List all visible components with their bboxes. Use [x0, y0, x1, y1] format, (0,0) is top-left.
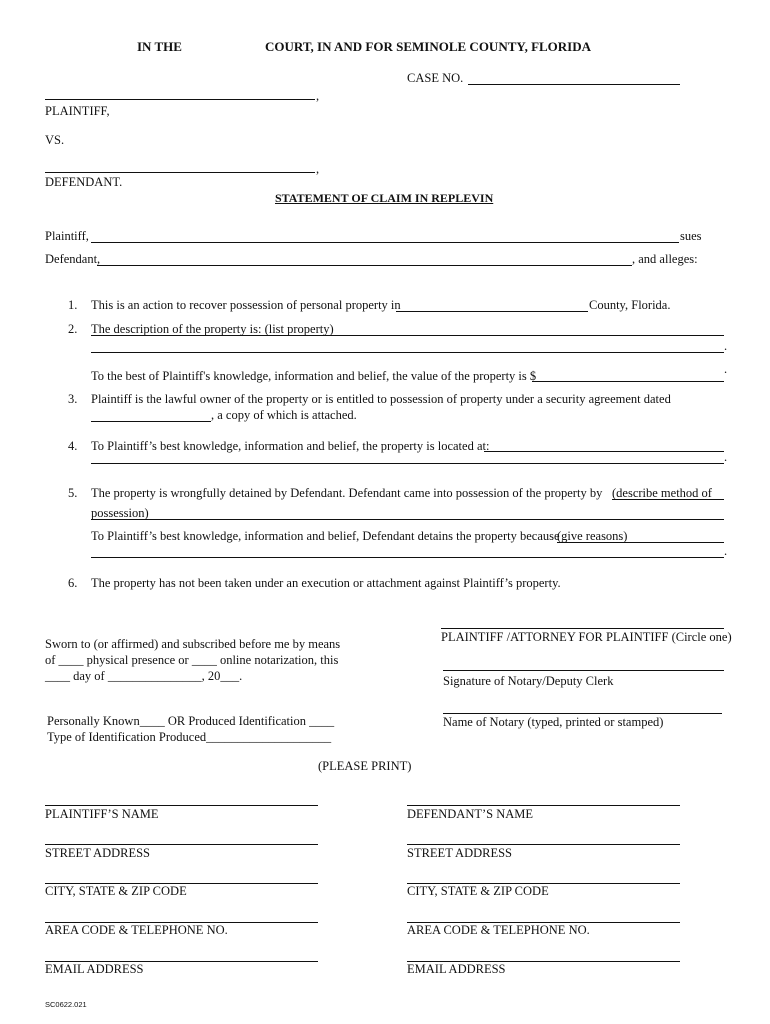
plaintiff-name-field[interactable] — [45, 99, 315, 100]
county-field[interactable] — [396, 311, 588, 312]
item-5-number: 5. — [68, 486, 78, 500]
defendant-email-label: EMAIL ADDRESS — [407, 962, 506, 976]
notary-name-line[interactable] — [443, 713, 722, 714]
item-4-dot: . — [724, 450, 728, 464]
item-2-dot: . — [724, 339, 728, 353]
intro-defendant: Defendant, — [45, 252, 101, 266]
defendant-street-line[interactable] — [407, 844, 680, 845]
plaintiff-name-line[interactable] — [45, 805, 318, 806]
notary-signature-line[interactable] — [443, 670, 724, 671]
defendant-name-label: DEFENDANT’S NAME — [407, 807, 534, 821]
item-2-value-text: To the best of Plaintiff's knowledge, information and belief, the value of the property is $ — [91, 369, 537, 383]
vs-label: VS. — [45, 133, 65, 147]
security-agreement-date-field[interactable] — [91, 421, 211, 422]
item-6-text: The property has not been taken under an execution or attachment against Plaintiff’s property. — [91, 576, 561, 590]
defendant-street-label: STREET ADDRESS — [407, 846, 512, 860]
method-field-line-2[interactable] — [91, 519, 724, 520]
reasons-field-line-1[interactable] — [557, 542, 724, 543]
item-5-method: (describe method of — [612, 486, 712, 500]
plaintiff-label: PLAINTIFF, — [45, 104, 110, 118]
item-5-possession: possession) — [91, 506, 149, 520]
notary-name-label: Name of Notary (typed, printed or stamped) — [443, 715, 664, 729]
item-3-text: Plaintiff is the lawful owner of the property or is entitled to possession of property under a security agreement dated — [91, 392, 671, 406]
property-location-line-2[interactable] — [91, 463, 724, 464]
please-print-label: (PLEASE PRINT) — [318, 759, 412, 773]
plaintiff-attorney-label: PLAINTIFF /ATTORNEY FOR PLAINTIFF (Circle one) — [441, 630, 732, 644]
intro-defendant-field[interactable] — [97, 265, 632, 266]
intro-sues: sues — [680, 229, 702, 243]
item-1-county: County, Florida. — [589, 298, 671, 312]
header-in-the: IN THE — [137, 39, 182, 54]
header-court: COURT, IN AND FOR SEMINOLE COUNTY, FLORIDA — [265, 39, 592, 54]
item-5-give-reasons: (give reasons) — [557, 529, 628, 543]
notary-signature-label: Signature of Notary/Deputy Clerk — [443, 674, 614, 688]
sworn-line-1: Sworn to (or affirmed) and subscribed before me by means — [45, 637, 341, 651]
intro-alleges: , and alleges: — [632, 252, 698, 266]
sworn-line-2: of ____ physical presence or ____ online notarization, this — [45, 653, 339, 667]
intro-plaintiff-field[interactable] — [91, 242, 679, 243]
plaintiff-street-line[interactable] — [45, 844, 318, 845]
method-field-line-1[interactable] — [612, 499, 724, 500]
plaintiff-name-label: PLAINTIFF’S NAME — [45, 807, 159, 821]
plaintiff-phone-label: AREA CODE & TELEPHONE NO. — [45, 923, 228, 937]
defendant-name-field[interactable] — [45, 172, 315, 173]
item-4-number: 4. — [68, 439, 78, 453]
identification-type-line: Type of Identification Produced____________________ — [47, 730, 332, 744]
defendant-label: DEFENDANT. — [45, 175, 123, 189]
defendant-city-label: CITY, STATE & ZIP CODE — [407, 884, 549, 898]
property-description-line-2[interactable] — [91, 352, 724, 353]
plaintiff-comma: , — [316, 89, 320, 103]
item-1-text: This is an action to recover possession of personal property in — [91, 298, 401, 312]
personally-known-line: Personally Known____ OR Produced Identification ____ — [47, 714, 335, 728]
document-title: STATEMENT OF CLAIM IN REPLEVIN — [275, 191, 494, 205]
item-6-number: 6. — [68, 576, 78, 590]
property-location-line-1[interactable] — [484, 451, 724, 452]
plaintiff-street-label: STREET ADDRESS — [45, 846, 150, 860]
item-1-number: 1. — [68, 298, 78, 312]
form-code: SC0622.021 — [45, 1000, 87, 1009]
intro-plaintiff: Plaintiff, — [45, 229, 89, 243]
item-2-text: The description of the property is: (list property) — [91, 322, 334, 336]
plaintiff-email-label: EMAIL ADDRESS — [45, 962, 144, 976]
defendant-comma: , — [316, 162, 320, 176]
item-5-reason-text: To Plaintiff’s best knowledge, information and belief, Defendant detains the property because — [91, 529, 560, 543]
plaintiff-city-label: CITY, STATE & ZIP CODE — [45, 884, 187, 898]
property-value-field[interactable] — [532, 381, 724, 382]
item-3-attached: , a copy of which is attached. — [211, 408, 357, 422]
item-4-text: To Plaintiff’s best knowledge, information and belief, the property is located at: — [91, 439, 490, 453]
reasons-field-line-2[interactable] — [91, 557, 724, 558]
item-3-number: 3. — [68, 392, 78, 406]
defendant-phone-label: AREA CODE & TELEPHONE NO. — [407, 923, 590, 937]
property-description-line-1[interactable] — [91, 335, 724, 336]
item-5-dot: . — [724, 544, 728, 558]
item-5-text: The property is wrongfully detained by Defendant. Defendant came into possession of the property by — [91, 486, 603, 500]
plaintiff-signature-line[interactable] — [441, 628, 724, 629]
item-2-number: 2. — [68, 322, 78, 336]
case-no-label: CASE NO. — [407, 71, 464, 85]
item-2-value-dot: . — [724, 362, 728, 376]
sworn-line-3: ____ day of _______________, 20___. — [45, 669, 243, 683]
defendant-name-line[interactable] — [407, 805, 680, 806]
case-no-field[interactable] — [468, 84, 680, 85]
